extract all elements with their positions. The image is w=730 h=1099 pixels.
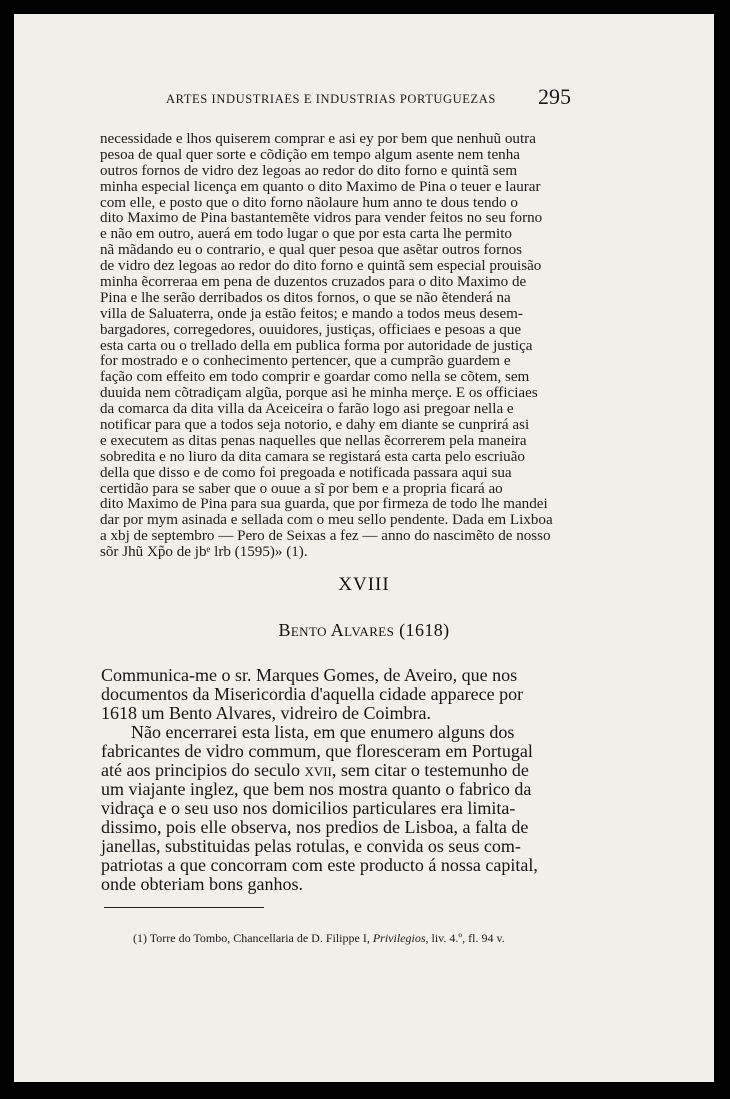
quote-line: com elle, e posto que o dito forno nãolaure hum anno te dous tendo o bbox=[100, 194, 518, 211]
quote-line: dar por mym asinada e sellada com o meu sello pendente. Dada em Lixboa bbox=[100, 512, 553, 529]
page-number: 295 bbox=[538, 84, 571, 109]
running-title: ARTES INDUSTRIAES E INDUSTRIAS PORTUGUEZAS bbox=[166, 92, 496, 106]
quote-line: Pina e lhe serão derribados os ditos fornos, o que se não ẽtenderá na bbox=[100, 289, 511, 306]
quote-line: dito Maximo de Pina para sua guarda, que por firmeza de todo lhe mandei bbox=[100, 496, 548, 513]
quote-line: a xbj de septembro — Pero de Seixas a fez — anno do nascimẽto de nosso bbox=[100, 528, 551, 545]
quote-line: fação com effeito em todo comprir e goardar como nella se cõtem, sem bbox=[100, 369, 530, 386]
quote-line: e não em outro, auerá em todo lugar o que por esta carta lhe permito bbox=[100, 226, 512, 243]
quote-line: notificar para que a todos seja notorio, e dahy em diante se cunprirá asi bbox=[100, 417, 530, 434]
quote-line: sobredita e no liuro da dita camara se registará esta carta pelo escriuão bbox=[100, 448, 525, 465]
body-line: onde obteriam bons ganhos. bbox=[101, 874, 303, 894]
quote-line: for mostrado e o conhecimento pertencer, que a cumprão guardem e bbox=[100, 353, 511, 370]
quote-line: minha especial licença em quanto o dito Maximo de Pina o teuer e laurar bbox=[100, 178, 541, 195]
footnote bbox=[133, 931, 603, 946]
footnote-marker: (1) bbox=[133, 931, 147, 945]
body-line: dissimo, pois elle observa, nos predios de Lisboa, a falta de bbox=[101, 817, 529, 837]
book-page bbox=[14, 14, 714, 1082]
quote-line: e executem as ditas penas naquelles que nellas ẽcorrerem pela maneira bbox=[100, 432, 527, 449]
footnote-reference: liv. 4.º, fl. 94 v. bbox=[431, 931, 505, 945]
footnote-text: Torre do Tombo, Chancellaria de D. Filippe I, bbox=[149, 931, 370, 945]
body-line: janellas, substituidas pelas rotulas, e convida os seus com- bbox=[101, 836, 521, 856]
body-line: até aos principios do seculo xvii, sem citar o testemunho de bbox=[101, 760, 529, 780]
body-line: Communica-me o sr. Marques Gomes, de Aveiro, que nos bbox=[101, 665, 518, 685]
quote-line: nã mãdando eu o contrario, e qual quer pesoa que asẽtar outros fornos bbox=[100, 242, 523, 259]
body-line: patriotas a que concorram com este producto á nossa capital, bbox=[101, 855, 538, 875]
quote-line: outros fornos de vidro dez legoas ao redor do dito forno e quintã sem bbox=[100, 162, 518, 179]
quote-line: minha ẽcorreraa em pena de duzentos cruzados para o dito Maximo de bbox=[100, 274, 527, 291]
quote-line: duuida nem cõtradiçam algũa, porque asi he minha merçe. E os officiaes bbox=[100, 385, 538, 402]
page-header bbox=[14, 78, 714, 108]
quote-line: esta carta ou o trellado della em publica forma por autoridade de justiça bbox=[100, 337, 533, 354]
body-line: 1618 um Bento Alvares, vidreiro de Coimbra. bbox=[101, 703, 431, 723]
body-line: vidraça e o seu uso nos domicilios particulares era limita- bbox=[101, 798, 516, 818]
quote-line: bargadores, corregedores, ouuidores, justiças, officiaes e pesoas a que bbox=[100, 321, 522, 338]
section-body-text bbox=[101, 666, 601, 894]
quoted-charter-text bbox=[100, 132, 602, 561]
body-line: fabricantes de vidro commum, que floresceram em Portugal bbox=[101, 741, 533, 761]
quote-line: villa de Saluaterra, onde ja estão feitos; e mando a todos meus desem- bbox=[100, 305, 523, 322]
body-line: um viajante inglez, que bem nos mostra quanto o fabrico da bbox=[101, 779, 532, 799]
footnote-divider bbox=[104, 907, 264, 908]
quote-line: sõr Jhũ Xp̃o de jbᵉ lrb (1595)» (1). bbox=[100, 544, 308, 561]
body-line: Não encerrarei esta lista, em que enumero alguns dos bbox=[131, 722, 515, 742]
quote-line: della que disso e de como foi pregoada e notificada passara aqui sua bbox=[100, 464, 512, 481]
quote-line: dito Maximo de Pina bastantemẽte vidros para vender feitos no seu forno bbox=[100, 210, 543, 227]
section-title: Bento Alvares (1618) bbox=[278, 620, 450, 640]
section-number: XVIII bbox=[338, 574, 390, 595]
quote-line: certidão para se saber que o ouue a sĩ por bem e a propria ficará ao bbox=[100, 480, 503, 497]
body-line: documentos da Misericordia d'aquella cidade apparece por bbox=[101, 684, 524, 704]
footnote-italic-title: Privilegios, bbox=[372, 931, 429, 945]
quote-line: necessidade e lhos quiserem comprar e asi ey por bem que nenhuũ outra bbox=[100, 131, 536, 147]
quote-line: de vidro dez legoas ao redor do dito forno e quintã sem especial prouisão bbox=[100, 258, 542, 275]
quote-line: da comarca da dita villa da Aceiceira o farão logo asi pregoar nella e bbox=[100, 401, 514, 418]
quote-line: pesoa de qual quer sorte e cõdição em tempo algum asente nem tenha bbox=[100, 146, 520, 163]
